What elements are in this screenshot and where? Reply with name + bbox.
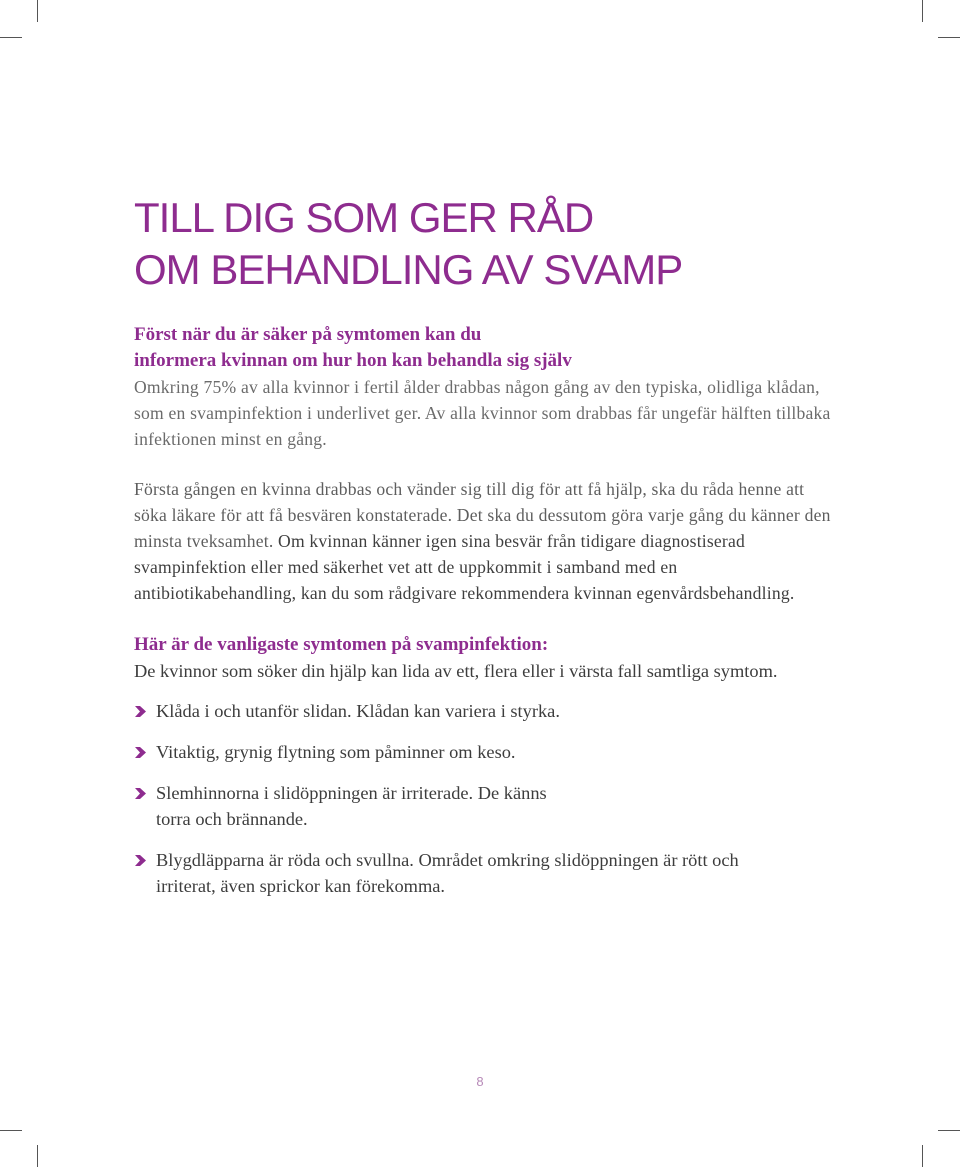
intro-text: Omkring 75% av alla kvinnor i fertil ålder drabbas någon gång av den typiska, olidliga klådan, som en svampinfektion i underlivet ger. Av alla kvinnor som drabbas får ungefär hälften tillbaka infektionen minst en gång. — [134, 377, 831, 449]
symptom-item — [134, 698, 834, 724]
crop-mark-top-right-horizontal — [938, 37, 960, 38]
title-line-1: TILL DIG SOM GER RÅD — [134, 194, 594, 241]
crop-mark-bottom-left-vertical — [37, 1145, 38, 1167]
intro-section — [134, 322, 834, 452]
symptoms-section — [134, 632, 834, 899]
advice-paragraph — [134, 476, 834, 606]
symptom-item — [134, 739, 834, 765]
symptoms-intro: De kvinnor som söker din hjälp kan lida av ett, flera eller i värsta fall samtliga symtom. — [134, 661, 778, 681]
crop-mark-bottom-right-vertical — [922, 1145, 923, 1167]
symptom-text: Blygdläpparna är röda och svullna. Området omkring slidöppningen är rött och irriterat, även sprickor kan förekomma. — [156, 850, 739, 896]
symptom-item — [134, 780, 576, 832]
page-content — [134, 192, 834, 914]
leaf-bullet-icon — [134, 854, 147, 867]
advice-paragraph-part-2: Om kvinnan känner igen sina besvär från tidigare diagnostiserad svampinfektion eller med säkerhet vet att de uppkommit i samband med en antibiotikabehandling, kan du som rådgivare rekommendera kvinnan egenvårdsbehandling. — [134, 531, 795, 603]
symptom-text: Slemhinnorna i slidöppningen är irriterade. De känns torra och brännande. — [156, 783, 547, 829]
symptom-text: Klåda i och utanför slidan. Klådan kan variera i styrka. — [156, 701, 560, 721]
symptoms-heading: Här är de vanligaste symtomen på svampinfektion: — [134, 634, 549, 655]
leaf-bullet-icon — [134, 746, 147, 759]
symptoms-list — [134, 698, 834, 899]
intro-lead — [134, 322, 834, 374]
crop-mark-bottom-left-horizontal — [0, 1130, 22, 1131]
title-line-2: OM BEHANDLING AV SVAMP — [134, 246, 683, 293]
intro-lead-line-1: Först när du är säker på symtomen kan du — [134, 324, 482, 345]
crop-mark-top-left-horizontal — [0, 37, 22, 38]
page-title — [134, 192, 834, 296]
leaf-bullet-icon — [134, 787, 147, 800]
crop-mark-top-left-vertical — [37, 0, 38, 22]
symptom-text: Vitaktig, grynig flytning som påminner om keso. — [156, 742, 516, 762]
page-number: 8 — [476, 1074, 484, 1089]
crop-mark-bottom-right-horizontal — [938, 1130, 960, 1131]
advice-paragraph-part-1: Första gången en kvinna drabbas och vänder sig till dig för att få hjälp, ska du råda henne att söka läkare för att få besvären konstaterade. Det ska du dessutom göra varje gång du känner den minsta tveksamhet. — [134, 479, 831, 551]
symptom-item — [134, 847, 776, 899]
intro-lead-line-2: informera kvinnan om hur hon kan behandla sig själv — [134, 350, 572, 371]
crop-mark-top-right-vertical — [922, 0, 923, 22]
leaf-bullet-icon — [134, 705, 147, 718]
